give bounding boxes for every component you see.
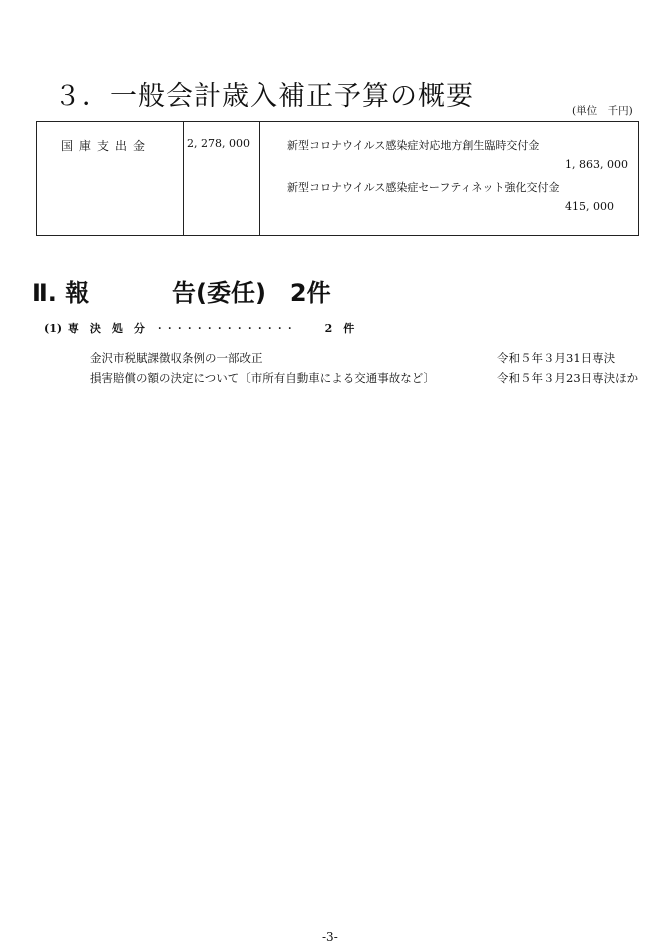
disposal-count: 2 件 <box>324 322 355 335</box>
budget-table <box>36 121 639 236</box>
report-title: 損害賠償の額の決定について〔市所有自動車による交通事故など〕 <box>90 371 435 385</box>
breakdown-item-amount: 415, 000 <box>565 200 614 213</box>
report-item <box>90 370 640 386</box>
column-divider <box>183 122 184 235</box>
breakdown-item-name: 新型コロナウイルス感染症対応地方創生臨時交付金 <box>287 139 540 152</box>
column-divider <box>259 122 260 235</box>
disposal-number: (1) <box>44 322 63 335</box>
unit-label: (単位 千円) <box>572 105 633 117</box>
dotted-leader: ・・・・・・・・・・・・・・ <box>154 324 295 335</box>
revenue-category-cell: 国庫支出金 <box>61 139 152 153</box>
section-2-subtitle: 告(委任) 2件 <box>172 279 331 307</box>
disposal-heading <box>44 320 354 336</box>
report-date: 令和５年３月23日専決ほか <box>497 371 639 385</box>
report-item <box>90 350 640 366</box>
revenue-amount-cell: 2, 278, 000 <box>187 137 250 150</box>
disposal-label: 専 決 処 分 <box>67 322 145 335</box>
section-2-title: Ⅱ. 報 <box>32 279 90 307</box>
section-3-title: ３．一般会計歳入補正予算の概要 <box>54 81 474 112</box>
breakdown-item-amount: 1, 863, 000 <box>565 158 628 171</box>
report-date: 令和５年３月31日専決 <box>497 351 616 365</box>
breakdown-item-name: 新型コロナウイルス感染症セーフティネット強化交付金 <box>287 181 560 194</box>
page-number: -3- <box>322 930 338 944</box>
report-title: 金沢市税賦課徴収条例の一部改正 <box>90 351 263 365</box>
